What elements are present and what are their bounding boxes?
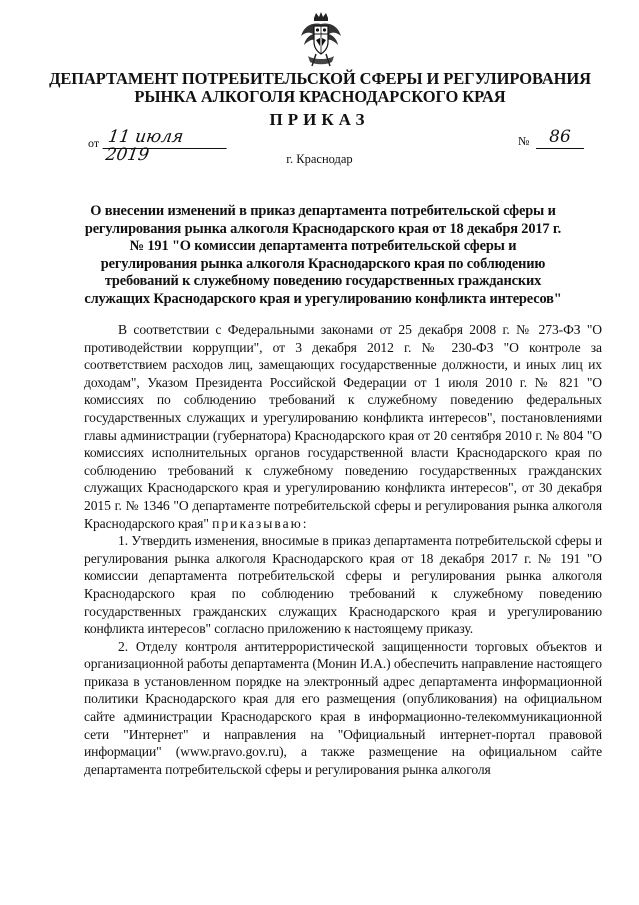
order-subject [68,203,578,308]
subject-line-5: требований к служебному поведению государственных гражданских [104,273,542,289]
subject-line-2: регулирования рынка алкоголя Краснодарского края от 18 декабря 2017 г. [84,220,562,237]
date-label: от [88,136,100,150]
number-label: № [518,134,530,148]
order-title: ПРИКАЗ [269,110,370,129]
city-name: г. Краснодар [286,152,353,166]
subject-line-1: О внесении изменений в приказ департамента потребительской сферы и [90,203,556,219]
order-number-handwritten: 86 [536,128,584,149]
subject-line-3: № 191 "О комиссии департамента потребительской сферы и [129,238,517,254]
subject-line-6: служащих Краснодарского края и урегулированию конфликта интересов" [84,290,562,307]
body-paragraph-item-1: 1. Утвердить изменения, вносимые в приказ департамента потребительской сферы и регулирования рынка алкоголя Краснодарского края от 18 декабря 2017 г. № 191 "О комиссии департамента потребительской сферы и регулирования рынка алкоголя Краснодарского края по соблюдению требований к служебному поведению государственных гражданских служащих Краснодарского края и урегулированию конфликта интересов" согласно приложению к настоящему приказу. [84,533,602,637]
order-keyword: приказываю: [212,515,309,531]
body-paragraph-item-2: 2. Отделу контроля антитеррористической защищенности торговых объектов и организационной работы департамента (Монин И.А.) обеспечить направление настоящего приказа в установленном порядке на электронный адрес департамента информационной политики Краснодарского края для его размещения (опубликования) на официальном сайте администрации Краснодарского края в информационно-телекоммуникационной сети "Интернет" и направления на "Официальный интернет-портал правовой информации" (www.pravo.gov.ru), а также размещение на официальном сайте департамента потребительской сферы и регулирования рынка алкоголя [84,638,602,777]
order-body [84,321,602,778]
subject-line-4: регулирования рынка алкоголя Краснодарского края по соблюдению [100,255,546,272]
department-header-line-2: РЫНКА АЛКОГОЛЯ КРАСНОДАРСКОГО КРАЯ [134,87,506,106]
preamble-text: В соответствии с Федеральными законами от 25 декабря 2008 г. № 273-ФЗ "О противодействии коррупции", от 3 декабря 2012 г. № 230-ФЗ "О контроле за соответствием расходов лиц, замещающих государственные должности, и иных лиц их доходам", Указом Президента Российской Федерации от 1 июля 2010 г. № 821 "О комиссиях по соблюдению требований к служебному поведению федеральных государственных служащих и урегулированию конфликта интересов", постановлениями главы администрации (губернатора) Краснодарского края от 20 сентября 2010 г. № 804 "О комиссиях исполнительных органов государственной власти Краснодарского края по соблюдению требований к служебному поведению государственных гражданских служащих Краснодарского края и урегулированию конфликта интересов", от 30 декабря 2015 г. № 1346 "О департаменте потребительской сферы и регулирования рынка алкоголя Краснодарского края" [84,322,602,531]
order-date-handwritten: 11 июля 2019 [103,128,230,149]
department-header-line-1: ДЕПАРТАМЕНТ ПОТРЕБИТЕЛЬСКОЙ СФЕРЫ И РЕГУЛИРОВАНИЯ [49,69,591,88]
department-header [40,70,600,106]
body-paragraph-preamble [84,321,602,532]
coat-of-arms-icon [298,10,344,68]
